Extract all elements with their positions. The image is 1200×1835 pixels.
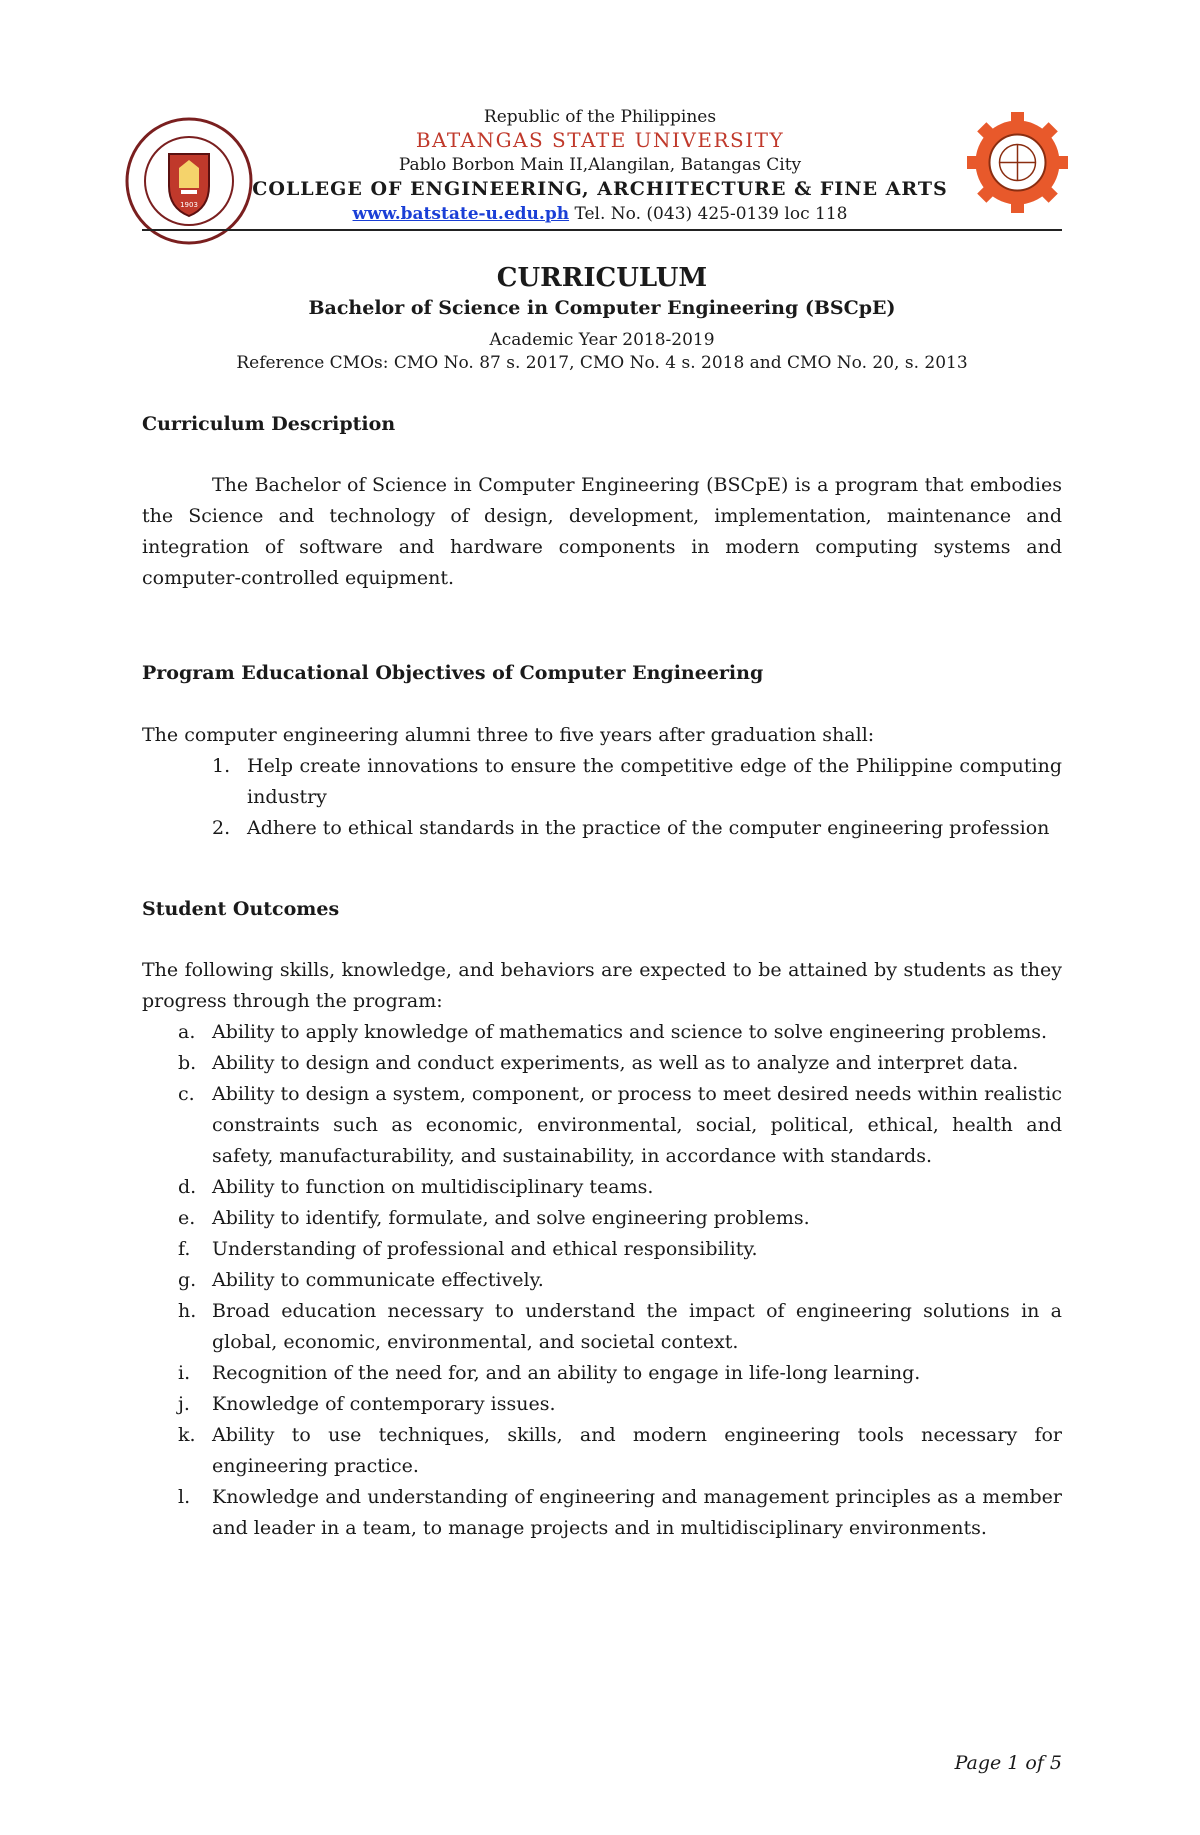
outcome-item	[142, 1389, 1062, 1420]
header-address: Pablo Borbon Main II,Alangilan, Batangas City	[398, 155, 802, 175]
section-heading-objectives: Program Educational Objectives of Computer Engineering	[142, 662, 764, 684]
description-paragraph: The Bachelor of Science in Computer Engineering (BSCpE) is a program that embodies the Science and technology of design, development, implementation, maintenance and integration of software and hardware components in modern computing systems and computer-controlled equipment.	[142, 474, 1062, 589]
outcome-item-text: Ability to communicate effectively.	[212, 1269, 544, 1291]
objective-item-marker: 2.	[212, 817, 231, 839]
outcome-item-text: Knowledge of contemporary issues.	[212, 1393, 556, 1415]
outcome-item-text: Ability to function on multidisciplinary teams.	[212, 1176, 654, 1198]
outcome-item	[142, 1048, 1062, 1079]
academic-year: Academic Year 2018-2019	[489, 330, 715, 350]
outcomes-list	[142, 1017, 1062, 1544]
outcome-item-text: Ability to apply knowledge of mathematics and science to solve engineering problems.	[212, 1021, 1048, 1043]
college-gear-logo	[965, 110, 1070, 215]
outcome-item	[142, 1203, 1062, 1234]
outcome-item-marker: a.	[178, 1021, 196, 1043]
outcome-item-marker: h.	[178, 1300, 197, 1322]
outcome-item	[142, 1172, 1062, 1203]
outcome-item-text: Knowledge and understanding of engineering and management principles as a member and leader in a team, to manage projects and in multidisciplinary environments.	[212, 1486, 1062, 1539]
outcome-item-text: Ability to design and conduct experiments, as well as to analyze and interpret data.	[212, 1052, 1019, 1074]
outcome-item-text: Recognition of the need for, and an ability to engage in life-long learning.	[212, 1362, 921, 1384]
website-link[interactable]: www.batstate-u.edu.ph	[352, 204, 570, 224]
objectives-list	[142, 751, 1062, 844]
reference-cmos: Reference CMOs: CMO No. 87 s. 2017, CMO No. 4 s. 2018 and CMO No. 20, s. 2013	[236, 353, 968, 373]
outcome-item-marker: k.	[178, 1424, 196, 1446]
outcome-item-marker: i.	[178, 1362, 191, 1384]
outcome-item	[142, 1234, 1062, 1265]
university-seal-logo	[124, 116, 254, 246]
objective-item-marker: 1.	[212, 755, 231, 777]
section-heading-description: Curriculum Description	[142, 413, 396, 435]
header-divider	[142, 229, 1062, 231]
outcome-item-marker: g.	[178, 1269, 197, 1291]
outcome-item	[142, 1420, 1062, 1482]
outcome-item-marker: e.	[178, 1207, 196, 1229]
outcome-item	[142, 1017, 1062, 1048]
section-heading-outcomes: Student Outcomes	[142, 898, 340, 920]
document-title: CURRICULUM	[496, 263, 708, 293]
outcome-item	[142, 1079, 1062, 1172]
header-republic: Republic of the Philippines	[483, 107, 717, 127]
program-name: Bachelor of Science in Computer Engineering (BSCpE)	[308, 297, 896, 319]
header-contact	[300, 204, 900, 224]
outcome-item-text: Understanding of professional and ethical responsibility.	[212, 1238, 758, 1260]
outcome-item-text: Ability to use techniques, skills, and modern engineering tools necessary for engineering practice.	[212, 1424, 1062, 1477]
outcome-item-marker: c.	[178, 1083, 195, 1105]
page-number: Page 1 of 5	[954, 1752, 1062, 1774]
outcome-item-marker: d.	[178, 1176, 197, 1198]
outcome-item	[142, 1265, 1062, 1296]
outcome-item-marker: f.	[178, 1238, 191, 1260]
outcome-item-marker: j.	[178, 1393, 190, 1415]
outcome-item	[142, 1296, 1062, 1358]
outcomes-intro: The following skills, knowledge, and behaviors are expected to be attained by students as they progress through the program:	[142, 959, 1062, 1012]
objective-item-text: Help create innovations to ensure the competitive edge of the Philippine computing industry	[247, 755, 1062, 808]
outcome-item-text: Ability to identify, formulate, and solve engineering problems.	[212, 1207, 810, 1229]
header-university-name: BATANGAS STATE UNIVERSITY	[415, 128, 785, 152]
objective-item-text: Adhere to ethical standards in the practice of the computer engineering profession	[247, 817, 1050, 839]
outcome-item-text: Broad education necessary to understand the impact of engineering solutions in a global, economic, environmental, and societal context.	[212, 1300, 1062, 1353]
objective-item	[142, 813, 1062, 844]
outcome-item-marker: b.	[178, 1052, 197, 1074]
outcome-item-text: Ability to design a system, component, or process to meet desired needs within realistic constraints such as economic, environmental, social, political, ethical, health and safety, manufacturability, and sustainability, in accordance with standards.	[212, 1083, 1062, 1167]
header-college-name: COLLEGE OF ENGINEERING, ARCHITECTURE & FINE ARTS	[252, 178, 948, 200]
objective-item	[142, 751, 1062, 813]
header-phone: Tel. No. (043) 425-0139 loc 118	[569, 204, 848, 224]
objectives-intro: The computer engineering alumni three to five years after graduation shall:	[142, 724, 875, 746]
outcome-item	[142, 1482, 1062, 1544]
outcome-item-marker: l.	[178, 1486, 191, 1508]
svg-text:1903: 1903	[180, 201, 198, 209]
outcome-item	[142, 1358, 1062, 1389]
